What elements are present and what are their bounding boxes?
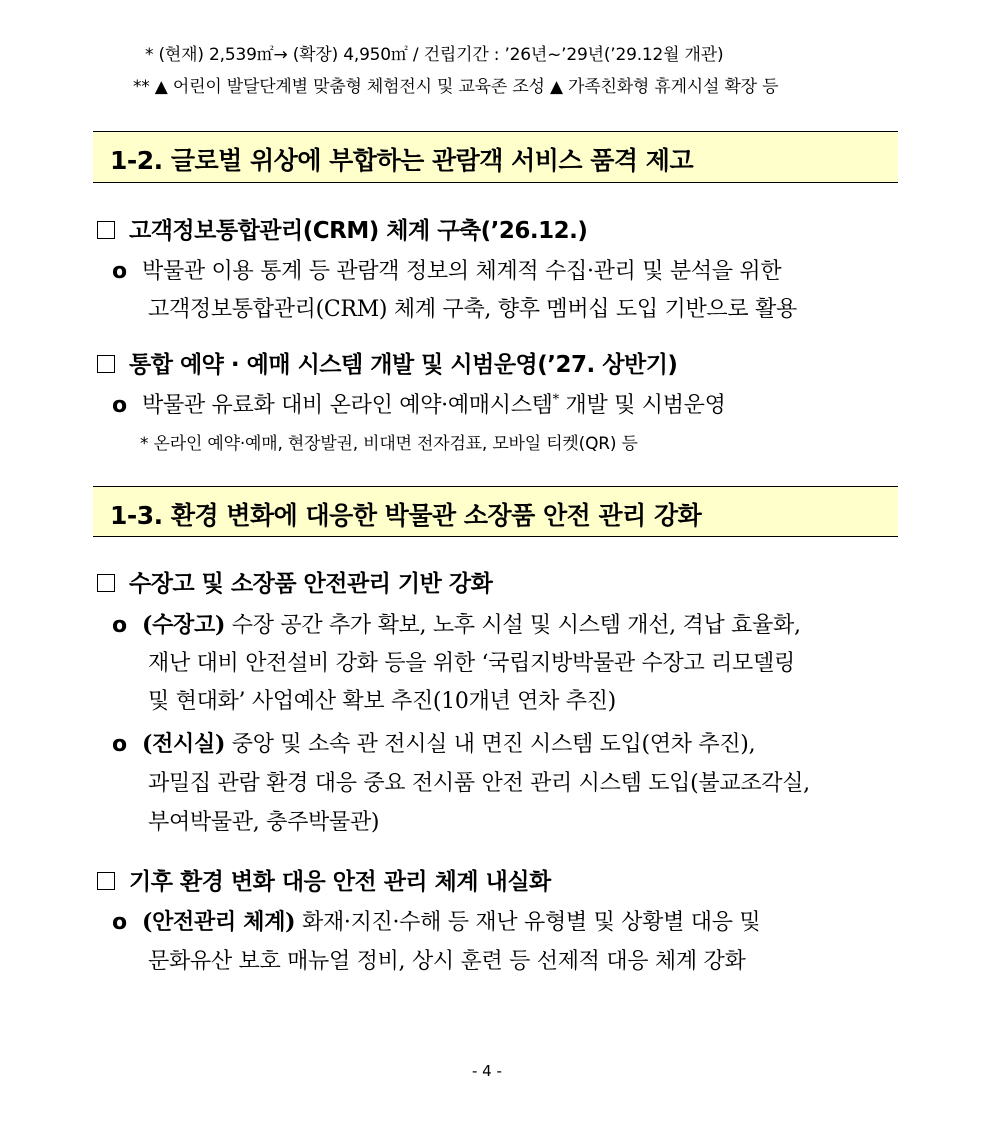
checkbox-square-icon: [97, 574, 115, 592]
bullet-reservation-tail: 개발 및 시범운영: [558, 393, 726, 418]
item-heading-reservation: [97, 346, 677, 379]
bullet-exhibition: [112, 727, 755, 758]
bullet-circle-icon: o: [112, 910, 127, 935]
bullet-safety-line2: 문화유산 보호 매뉴얼 정비, 상시 훈련 등 선제적 대응 체계 강화: [148, 949, 746, 974]
bullet-circle-icon: o: [112, 393, 127, 418]
item-heading-crm: [97, 212, 587, 245]
item-heading-storage: [97, 565, 492, 598]
bullet-exhibition-line2: 과밀집 관람 환경 대응 중요 전시품 안전 관리 시스템 도입(불교조각실,: [148, 771, 810, 796]
bullet-reservation: [112, 388, 726, 419]
checkbox-square-icon: [97, 355, 115, 373]
bullet-storage-label: (수장고): [142, 612, 226, 638]
bullet-reservation-text: 박물관 유료화 대비 온라인 예약·예매시스템: [142, 393, 553, 418]
note-facilities: ** ▲ 어린이 발달단계별 맞춤형 체험전시 및 교육존 조성 ▲ 가족친화형 휴게시설 확장 등: [133, 77, 779, 97]
bullet-storage-line2: 재난 대비 안전설비 강화 등을 위한 ‘국립지방박물관 수장고 리모델링: [148, 651, 795, 676]
checkbox-square-icon: [97, 221, 115, 239]
bullet-exhibition-line3: 부여박물관, 충주박물관): [148, 810, 380, 835]
item-heading-crm-text: 고객정보통합관리(CRM) 체계 구축(’26.12.): [129, 218, 588, 244]
item-heading-storage-text: 수장고 및 소장품 안전관리 기반 강화: [129, 571, 493, 597]
section-header-1-3: [93, 486, 898, 537]
bullet-exhibition-line1: 중앙 및 소속 관 전시실 내 면진 시스템 도입(연차 추진),: [225, 732, 756, 757]
section-title-1-2: 1-2. 글로벌 위상에 부합하는 관람객 서비스 품격 제고: [110, 146, 694, 175]
note-reservation: * 온라인 예약·예매, 현장발권, 비대면 전자검표, 모바일 티켓(QR) 등: [140, 434, 638, 454]
bullet-safety-line1: 화재·지진·수해 등 재난 유형별 및 상황별 대응 및: [295, 910, 761, 935]
footnote-marker: *: [552, 392, 559, 408]
checkbox-square-icon: [97, 872, 115, 890]
bullet-circle-icon: o: [112, 259, 127, 284]
bullet-exhibition-label: (전시실): [142, 731, 226, 757]
bullet-crm-line2: 고객정보통합관리(CRM) 체계 구축, 향후 멤버십 도입 기반으로 활용: [148, 297, 797, 322]
item-heading-climate: [97, 863, 551, 896]
bullet-crm: [112, 254, 781, 285]
item-heading-reservation-text: 통합 예약 · 예매 시스템 개발 및 시범운영(’27. 상반기): [129, 352, 678, 378]
bullet-crm-line1: 박물관 이용 통계 등 관람객 정보의 체계적 수집·관리 및 분석을 위한: [142, 259, 782, 284]
bullet-storage-line3: 및 현대화’ 사업예산 확보 추진(10개년 연차 추진): [148, 689, 616, 714]
item-heading-climate-text: 기후 환경 변화 대응 안전 관리 체계 내실화: [129, 869, 551, 895]
bullet-safety: [112, 905, 760, 936]
page-number: - 4 -: [472, 1062, 502, 1080]
section-title-1-3: 1-3. 환경 변화에 대응한 박물관 소장품 안전 관리 강화: [110, 501, 702, 530]
bullet-storage-line1: 수장 공간 추가 확보, 노후 시설 및 시스템 개선, 격납 효율화,: [225, 613, 801, 638]
bullet-safety-label: (안전관리 체계): [142, 909, 296, 935]
note-area-expansion: * (현재) 2,539㎡→ (확장) 4,950㎡ / 건립기간 : ’26년~’29년(’29.12월 개관): [145, 45, 724, 65]
bullet-storage: [112, 608, 801, 639]
section-header-1-2: [93, 131, 898, 183]
bullet-circle-icon: o: [112, 732, 127, 757]
bullet-circle-icon: o: [112, 613, 127, 638]
